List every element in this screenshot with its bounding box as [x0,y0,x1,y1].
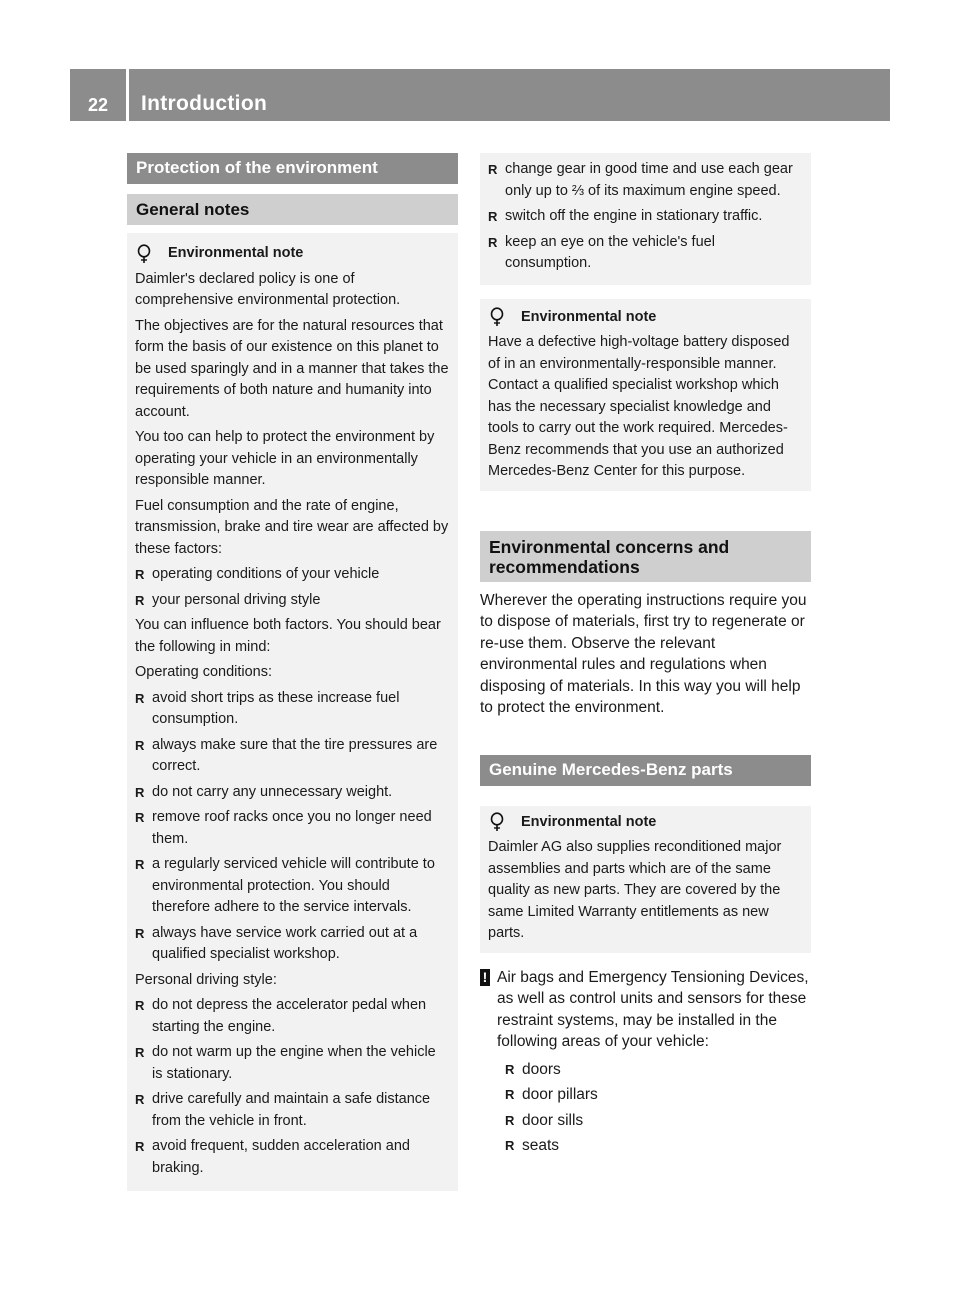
note-title-text: Environmental note [168,245,304,261]
concerns-text-block [480,590,811,719]
list-item: R change gear in good time and use each gear only up to ⅔ of its maximum engine speed. [488,161,793,199]
paragraph: You can influence both factors. You should bear the following in mind: [135,617,441,655]
lightbulb-icon [488,812,506,832]
lightbulb-icon [135,244,153,264]
warning-text: Air bags and Emergency Tensioning Devices, as well as control units and sensors for these restraint systems, may be installed in the following areas of your vehicle: [497,968,809,1050]
page-header [70,69,890,121]
note-title [488,307,803,329]
bullet: R [135,592,145,608]
list-item: R door pillars [505,1084,811,1106]
bullet: R [488,162,498,177]
concerns-heading: Environmental concerns and recommendations [480,531,811,582]
note-title-text: Environmental note [521,813,657,830]
paragraph: The objectives are for the natural resources that form the basis of our existence on this planet to be used sparingly and in a manner that takes the requirements of both nature and humanity into account. [135,317,449,420]
subheading: General notes [127,194,458,225]
environmental-note-box-2 [480,299,811,491]
driving-list [135,995,450,1179]
bullet: R [505,1112,515,1128]
list-item: R keep an eye on the vehicle's fuel consumption. [488,233,715,271]
section-title: Introduction [141,92,268,115]
bullet: R [135,1045,145,1060]
list-item: R your personal driving style [135,590,450,612]
bullet: R [135,567,145,582]
list-item: R always have service work carried out at a qualified specialist workshop. [135,924,418,962]
note-title [488,812,803,834]
list-item: R always make sure that the tire pressures are correct. [135,736,438,774]
list-item: R door sills [505,1110,811,1132]
environmental-note-box [127,233,458,1191]
section-heading: Protection of the environment [127,153,458,184]
continued-list [488,159,803,275]
concerns-text: Wherever the operating instructions require you to dispose of materials, first try to regenerate or re-use them. Observe the relevant environmental rules and regulations when disposing of materials. In this way you will help to protect the environment. [480,591,807,716]
bullet: R [135,810,145,825]
bullet: R [135,1092,145,1107]
header-divider [126,69,129,121]
list-item: R remove roof racks once you no longer need them. [135,809,432,847]
bullet: R [135,784,145,800]
list-item: R do not depress the accelerator pedal when starting the engine. [135,997,427,1035]
warning-icon: ! [480,969,490,986]
note-text: Daimler AG also supplies reconditioned major assemblies and parts which are of the same quality as new parts. They are covered by the same Limited Warranty entitlements as new parts. [488,839,782,941]
paragraph: You too can help to protect the environment by operating your vehicle in an environmentally responsible manner. [135,429,435,488]
bullet: R [505,1061,515,1077]
driving-label: Personal driving style: [135,971,277,988]
list-item: R drive carefully and maintain a safe distance from the vehicle in front. [135,1091,431,1129]
operating-label: Operating conditions: [135,664,273,680]
list-item: R do not carry any unnecessary weight. [135,782,450,804]
left-column [127,153,458,1191]
page-number: 22 [87,95,109,115]
bullet: R [135,737,145,753]
list-item: R seats [505,1135,811,1157]
factor-list [135,564,450,611]
operating-list [135,688,450,966]
paragraph: Fuel consumption and the rate of engine, transmission, brake and tire wear are affected by these factors: [135,497,449,557]
list-item: R avoid short trips as these increase fuel consumption. [135,689,400,727]
bullet: R [505,1087,515,1102]
bullet: R [505,1138,515,1153]
list-item: R avoid frequent, sudden acceleration and braking. [135,1138,410,1176]
continued-note-box [480,153,811,285]
bullet: R [135,998,145,1013]
right-column [480,153,811,1161]
bullet: R [135,1139,145,1154]
bullet: R [135,690,145,706]
note-title-text: Environmental note [521,308,657,325]
list-item: R a regularly serviced vehicle will contribute to environmental protection. You should therefore adhere to the service intervals. [135,856,435,915]
parts-heading: Genuine Mercedes-Benz parts [480,755,811,786]
note-title [135,243,450,265]
list-item: R switch off the engine in stationary traffic. [488,206,803,228]
environmental-note-box-3 [480,806,811,953]
list-item: R doors [505,1059,811,1081]
paragraph: Daimler's declared policy is one of comprehensive environmental protection. [135,270,401,308]
list-item: R do not warm up the engine when the vehicle is stationary. [135,1044,436,1082]
bullet: R [488,209,498,224]
bullet: R [488,234,498,250]
list-item: R operating conditions of your vehicle [135,564,450,586]
warning-block [480,967,811,1157]
bullet: R [135,857,145,872]
lightbulb-icon [488,307,506,327]
note-text: Have a defective high-voltage battery disposed of in an environmentally-responsible manner. Contact a qualified specialist workshop which has the necessary specialist knowledge and tools to carry out the work required. Mercedes-Benz recommends that you use an authorized Mercedes-Benz Center for this purpose. [488,334,790,479]
areas-list [497,1059,811,1157]
bullet: R [135,925,145,941]
